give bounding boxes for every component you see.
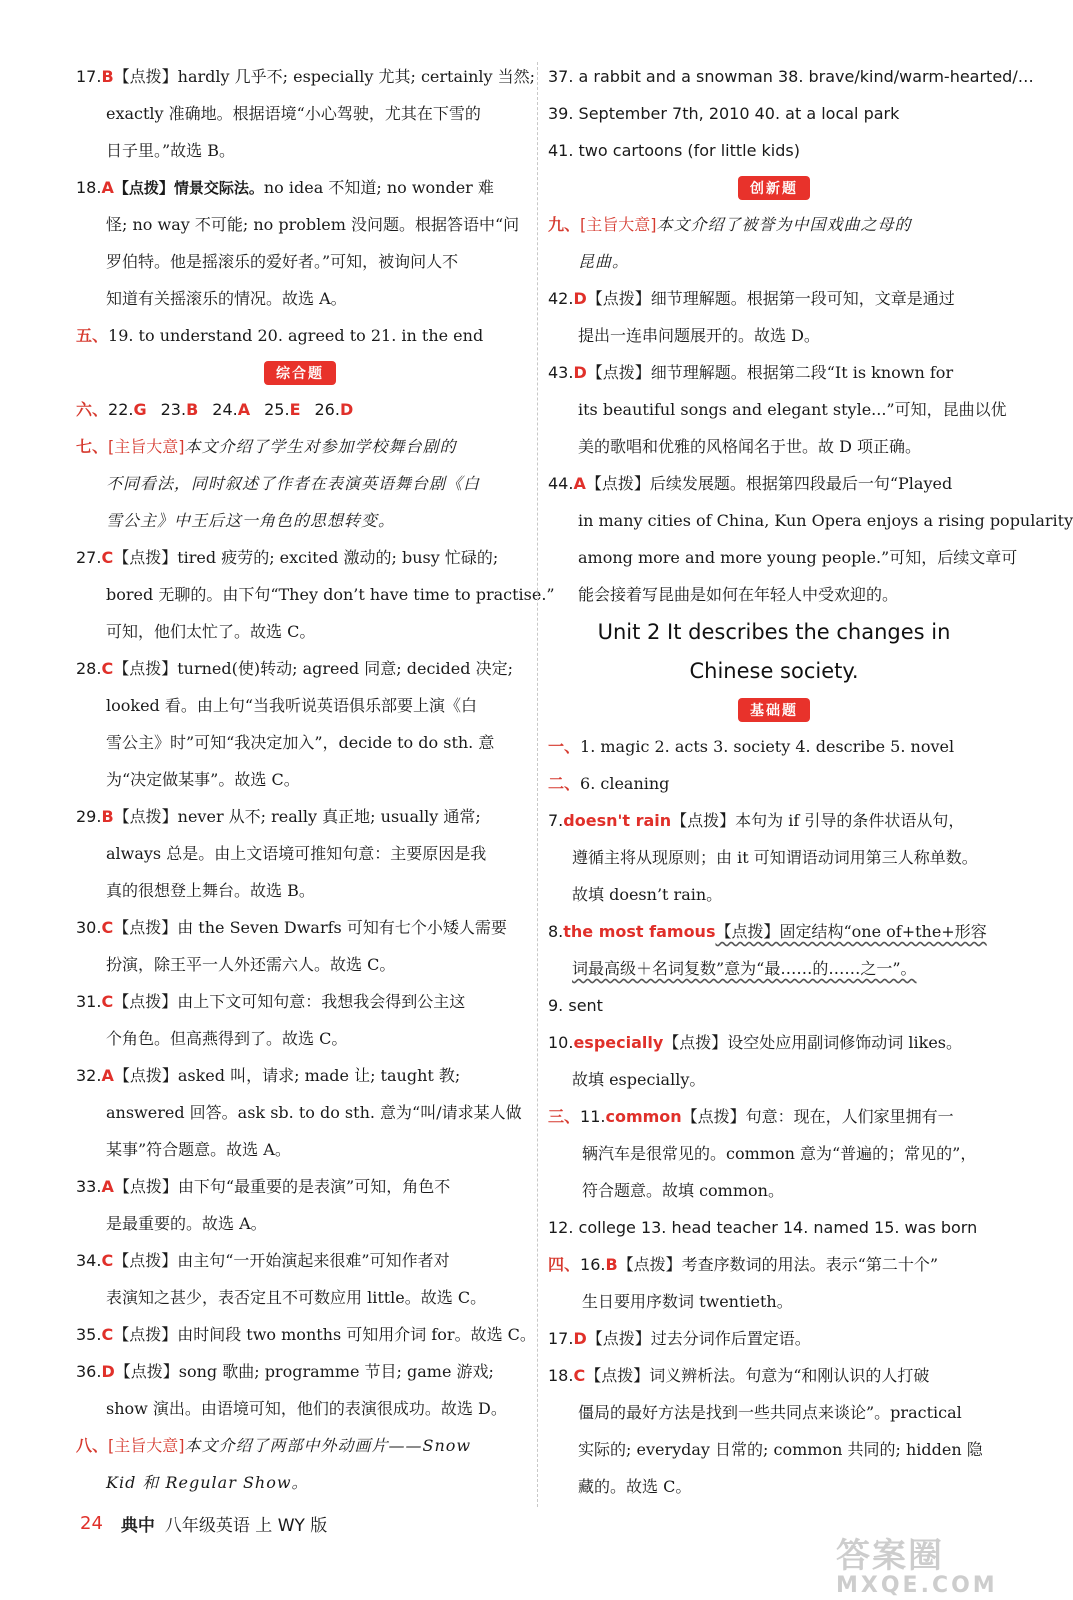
answer-line <box>548 317 1000 354</box>
section-number: 一、 <box>548 737 581 756</box>
answer-key: C <box>101 1251 114 1270</box>
answer-line <box>76 724 524 761</box>
answer-line <box>548 1098 1000 1135</box>
explanation-text: 【点拨】过去分词作后置定语。 <box>586 1329 811 1348</box>
answer-line <box>76 1168 524 1205</box>
answer-line <box>76 169 524 206</box>
explanation-text: 故填 doesn’t rain。 <box>572 885 723 904</box>
explanation-text: bored 无聊的。由下句“They don’t have time to practise.” <box>106 585 555 604</box>
explanation-text: 藏的。故选 C。 <box>578 1477 692 1496</box>
explanation-text: 雪公主》中王后这一角色的思想转变。 <box>106 511 396 530</box>
explanation-text: 符合题意。故填 common。 <box>582 1181 784 1200</box>
answer-line <box>548 802 1000 839</box>
explanation-text: exactly 准确地。根据语境“小心驾驶，尤其在下雪的 <box>106 104 481 123</box>
answer-line <box>76 1316 536 1353</box>
answer-line <box>76 576 555 613</box>
question-number: 32. <box>76 1066 102 1085</box>
question-number: 29. <box>76 807 102 826</box>
explanation-text: 【点拨】词义辨析法。句意为“和刚认识的人打破 <box>585 1366 930 1385</box>
explanation-text: 本文介绍了被誉为中国戏曲之母的 <box>656 215 912 234</box>
hint-tag: 【点拨】情景交际法。 <box>113 179 264 197</box>
answer-key: D <box>573 289 587 308</box>
explanation-text: 【点拨】由 the Seven Dwarfs 可知有七个小矮人需要 <box>113 918 507 937</box>
answer-text: 37. a rabbit and a snowman 38. brave/kind/warm-hearted/… <box>548 67 1034 86</box>
answer-line <box>76 1242 524 1279</box>
answer-text: 39. September 7th, 2010 40. at a local park <box>548 104 900 123</box>
explanation-text: 【点拨】song 歌曲; programme 节目; game 游戏; <box>114 1362 494 1381</box>
answer-line <box>548 206 1000 243</box>
page-footer <box>80 1508 327 1538</box>
right-column <box>548 58 1073 1505</box>
answer-line <box>548 280 1000 317</box>
answer-key: A <box>237 400 251 419</box>
explanation-text: 【点拨】由上下文可知句意：我想我会得到公主这 <box>113 992 466 1011</box>
answer-line <box>548 428 1000 465</box>
answer-key: B <box>101 67 114 86</box>
answer-text: 41. two cartoons (for little kids) <box>548 141 800 160</box>
answer-line <box>548 58 1034 95</box>
explanation-text: 是最重要的。故选 A。 <box>106 1214 267 1233</box>
question-number: 10. <box>548 1033 574 1052</box>
answer-key: C <box>101 992 114 1011</box>
answer-key: A <box>573 474 586 493</box>
answer-line <box>548 1172 1000 1209</box>
explanation-text: 昆曲。 <box>578 252 630 271</box>
explanation-text: 辆汽车是很常见的。common 意为“普遍的；常见的”， <box>582 1144 977 1163</box>
explanation-text: 【点拨】turned(使)转动; agreed 同意; decided 决定; <box>113 659 513 678</box>
watermark-cn: 答案圈 <box>836 1536 944 1576</box>
answer-line <box>548 391 1007 428</box>
explanation-text: 不同看法，同时叙述了作者在表演英语舞台剧《白 <box>106 474 481 493</box>
answer-line <box>548 950 1000 987</box>
theme-tag: [主旨大意] <box>108 1436 185 1455</box>
answer-key: A <box>101 178 114 197</box>
section-badge: 基础题 <box>738 698 810 722</box>
explanation-text: no idea 不知道; no wonder 难 <box>263 178 494 197</box>
question-number: 24. <box>212 400 238 419</box>
answer-line <box>76 798 524 835</box>
explanation-text: 表演知之甚少，表否定且不可数应用 little。故选 C。 <box>106 1288 487 1307</box>
explanation-text: 【点拨】never 从不; really 真正地; usually 通常; <box>113 807 481 826</box>
answer-line <box>76 206 524 243</box>
answer-line <box>76 280 524 317</box>
answer-line <box>76 1390 524 1427</box>
explanation-text: 生日要用序数词 twentieth。 <box>582 1292 793 1311</box>
explanation-text: 【点拨】本句为 if 引导的条件状语从句， <box>671 811 965 830</box>
answer-line <box>548 576 1000 613</box>
explanation-text: 个角色。但高燕得到了。故选 C。 <box>106 1029 348 1048</box>
answer-line <box>76 1427 524 1464</box>
answer-key: D <box>339 400 354 419</box>
answer-line <box>76 1131 524 1168</box>
answer-line <box>548 1357 1000 1394</box>
answer-key: G <box>133 400 147 419</box>
answer-line <box>76 761 524 798</box>
answer-line <box>76 58 536 95</box>
section-number: 四、 <box>548 1255 581 1274</box>
question-number: 27. <box>76 548 102 567</box>
answer-line <box>76 95 524 132</box>
explanation-text: 【点拨】由下句“最重要的是表演”可知，角色不 <box>113 1177 451 1196</box>
explanation-text: 【点拨】句意：现在，人们家里拥有一 <box>681 1107 954 1126</box>
answer-key: B <box>186 400 199 419</box>
answer-line <box>76 428 524 465</box>
explanation-text: 词最高级＋名词复数”意为“最……的……之一”。 <box>572 959 917 978</box>
answer-key: A <box>101 1177 114 1196</box>
question-number: 17. <box>548 1329 574 1348</box>
section-number: 九、 <box>548 215 581 234</box>
answer-line <box>548 465 1000 502</box>
explanation-text: looked 看。由上句“当我听说英语俱乐部要上演《白 <box>106 696 478 715</box>
answer-key: E <box>289 400 301 419</box>
explanation-text: among more and more young people.”可知，后续文章可 <box>578 548 1018 567</box>
book-logo: 典中 <box>120 1515 155 1536</box>
answer-line <box>548 1061 1000 1098</box>
answer-key: C <box>101 1325 114 1344</box>
explanation-text: 【点拨】tired 疲劳的; excited 激动的; busy 忙碌的; <box>113 548 499 567</box>
explanation-text: 知道有关摇滚乐的情况。故选 A。 <box>106 289 347 308</box>
explanation-text: 日子里。”故选 B。 <box>106 141 236 160</box>
section-number: 六、 <box>76 400 109 419</box>
section-badge-row <box>548 691 1000 728</box>
explanation-text: 故填 especially。 <box>572 1070 706 1089</box>
answer-key: D <box>573 1329 587 1348</box>
section-badge: 创新题 <box>738 176 810 200</box>
answer-line <box>76 983 524 1020</box>
question-number: 8. <box>548 922 564 941</box>
question-number: 44. <box>548 474 574 493</box>
page-number: 24 <box>80 1512 103 1534</box>
answer-line <box>76 1094 524 1131</box>
explanation-text: answered 回答。ask sb. to do sth. 意为“叫/请求某人做 <box>106 1103 522 1122</box>
question-number: 18. <box>76 178 102 197</box>
explanation-text: 可知，他们太忙了。故选 C。 <box>106 622 316 641</box>
answer-key: the most famous <box>563 922 716 941</box>
watermark-en: MXQE.COM <box>836 1573 998 1598</box>
section-number: 五、 <box>76 326 109 345</box>
answer-line <box>548 132 1000 169</box>
answer-key: C <box>101 659 114 678</box>
explanation-text: in many cities of China, Kun Opera enjoys a rising popularity <box>578 511 1073 530</box>
question-number: 16. <box>580 1255 606 1274</box>
answer-line <box>76 1464 524 1501</box>
explanation-text: 某事”符合题意。故选 A。 <box>106 1140 291 1159</box>
watermark <box>836 1528 1026 1598</box>
answer-key: C <box>101 548 114 567</box>
question-number: 7. <box>548 811 564 830</box>
answer-line <box>76 243 524 280</box>
answer-key: B <box>605 1255 618 1274</box>
explanation-text: 本文介绍了学生对参加学校舞台剧的 <box>184 437 457 456</box>
explanation-text: 提出一连串问题展开的。故选 D。 <box>578 326 820 345</box>
answer-line <box>76 613 524 650</box>
answer-line <box>548 876 1000 913</box>
explanation-text: 罗伯特。他是摇滚乐的爱好者。”可知，被询问人不 <box>106 252 459 271</box>
question-number: 23. <box>160 400 187 419</box>
explanation-text: 【点拨】细节理解题。根据第二段“It is known for <box>586 363 954 382</box>
answer-line <box>76 132 524 169</box>
explanation-text: 【点拨】考查序数词的用法。表示“第二十个” <box>617 1255 939 1274</box>
answer-key: especially <box>573 1033 664 1052</box>
answer-key: common <box>605 1107 682 1126</box>
question-number: 22. <box>108 400 134 419</box>
question-number: 36. <box>76 1362 102 1381</box>
answer-line <box>76 1020 524 1057</box>
answer-line <box>76 539 524 576</box>
answer-line <box>76 391 524 428</box>
question-number: 26. <box>314 400 340 419</box>
answer-key: B <box>101 807 114 826</box>
question-number: 17. <box>76 67 102 86</box>
answer-line <box>548 354 1000 391</box>
question-number: 35. <box>76 1325 102 1344</box>
answer-line <box>548 95 1000 132</box>
question-number: 11. <box>580 1107 606 1126</box>
explanation-text: 为“决定做某事”。故选 C。 <box>106 770 300 789</box>
explanation-text: 雪公主》时”可知“我决定加入”，decide to do sth. 意 <box>106 733 495 752</box>
question-number: 33. <box>76 1177 102 1196</box>
answer-text: 9. sent <box>548 996 603 1015</box>
unit-title: Unit 2 It describes the changes in <box>597 620 951 644</box>
section-badge-row <box>548 169 1000 206</box>
explanation-text: Kid 和 Regular Show。 <box>106 1473 309 1492</box>
explanation-text: show 演出。由语境可知，他们的表演很成功。故选 D。 <box>106 1399 507 1418</box>
question-number: 25. <box>264 400 290 419</box>
answer-line <box>76 909 524 946</box>
explanation-text: 怪; no way 不可能; no problem 没问题。根据答语中“问 <box>106 215 520 234</box>
explanation-text: 【点拨】固定结构“one of+the+形容 <box>715 922 987 941</box>
answer-line <box>76 687 524 724</box>
explanation-text: 【点拨】设空处应用副词修饰动词 likes。 <box>663 1033 962 1052</box>
answer-line <box>548 1431 1000 1468</box>
answer-line <box>548 1135 1000 1172</box>
column-divider <box>537 62 538 1507</box>
section-badge-row <box>76 354 524 391</box>
answer-key: A <box>101 1066 114 1085</box>
answer-line <box>548 1468 1000 1505</box>
section-badge: 综合题 <box>264 361 336 385</box>
section-number: 二、 <box>548 774 581 793</box>
answer-key: D <box>573 363 587 382</box>
answer-line <box>548 1024 1000 1061</box>
answer-line <box>76 1279 524 1316</box>
explanation-text: 19. to understand 20. agreed to 21. in the end <box>108 326 484 345</box>
answer-line <box>548 913 1000 950</box>
explanation-text: 【点拨】asked 叫，请求; made 让; taught 教; <box>113 1066 461 1085</box>
explanation-text: 【点拨】细节理解题。根据第一段可知，文章是通过 <box>586 289 955 308</box>
answer-line <box>76 1353 524 1390</box>
explanation-text: 【点拨】由主句“一开始演起来很难”可知作者对 <box>113 1251 450 1270</box>
question-number: 18. <box>548 1366 574 1385</box>
book-title: 八年级英语 上 WY 版 <box>164 1515 328 1536</box>
answer-line <box>548 1246 1000 1283</box>
explanation-text: 遵循主将从现原则；由 it 可知谓语动词用第三人称单数。 <box>572 848 978 867</box>
answer-line <box>548 243 1000 280</box>
question-number: 28. <box>76 659 102 678</box>
answer-text: 12. college 13. head teacher 14. named 15. was born <box>548 1218 978 1237</box>
section-number: 八、 <box>76 1436 109 1455</box>
answer-line <box>76 317 524 354</box>
section-number: 三、 <box>548 1107 581 1126</box>
answer-line <box>548 1283 1000 1320</box>
answer-line <box>76 465 524 502</box>
explanation-text: 真的很想登上舞台。故选 B。 <box>106 881 315 900</box>
answer-line <box>548 1394 1000 1431</box>
question-number: 43. <box>548 363 574 382</box>
question-number: 42. <box>548 289 574 308</box>
answer-line <box>76 835 524 872</box>
explanation-text: 1. magic 2. acts 3. society 4. describe 5. novel <box>580 737 955 756</box>
answer-line <box>548 987 1000 1024</box>
answer-line <box>76 502 524 539</box>
left-column <box>76 58 555 1501</box>
answer-key: D <box>101 1362 115 1381</box>
answer-key: C <box>573 1366 586 1385</box>
explanation-text: 6. cleaning <box>580 774 670 793</box>
answer-line <box>548 765 1000 802</box>
answer-line <box>76 946 524 983</box>
explanation-text: 本文介绍了两部中外动画片——Snow <box>184 1436 472 1455</box>
answer-line <box>548 839 1000 876</box>
explanation-text: 【点拨】hardly 几乎不; especially 尤其; certainly 当然; <box>113 67 536 86</box>
explanation-text: its beautiful songs and elegant style...”可知，昆曲以优 <box>578 400 1007 419</box>
explanation-text: 实际的; everyday 日常的; common 共同的; hidden 隐 <box>578 1440 983 1459</box>
explanation-text: 美的歌唱和优雅的风格闻名于世。故 D 项正确。 <box>578 437 922 456</box>
answer-line <box>76 650 524 687</box>
theme-tag: [主旨大意] <box>580 215 657 234</box>
answer-line <box>76 872 524 909</box>
answer-key: doesn't rain <box>563 811 672 830</box>
explanation-text: always 总是。由上文语境可推知句意：主要原因是我 <box>106 844 487 863</box>
answer-line <box>76 1057 524 1094</box>
answer-line <box>548 1320 1000 1357</box>
answer-key: C <box>101 918 114 937</box>
question-number: 34. <box>76 1251 102 1270</box>
question-number: 31. <box>76 992 102 1011</box>
explanation-text: 【点拨】由时间段 two months 可知用介词 for。故选 C。 <box>113 1325 536 1344</box>
explanation-text: 【点拨】后续发展题。根据第四段最后一句“Played <box>585 474 953 493</box>
question-number: 30. <box>76 918 102 937</box>
theme-tag: [主旨大意] <box>108 437 185 456</box>
answer-line <box>76 1205 524 1242</box>
answer-line <box>548 502 1073 539</box>
answer-line <box>548 1209 1000 1246</box>
explanation-text: 能会接着写昆曲是如何在年轻人中受欢迎的。 <box>578 585 899 604</box>
answer-line <box>548 728 1000 765</box>
explanation-text: 僵局的最好方法是找到一些共同点来谈论”。practical <box>578 1403 962 1422</box>
answer-line <box>548 539 1018 576</box>
section-number: 七、 <box>76 437 109 456</box>
unit-title: Chinese society. <box>689 659 859 683</box>
explanation-text: 扮演，除王平一人外还需六人。故选 C。 <box>106 955 396 974</box>
